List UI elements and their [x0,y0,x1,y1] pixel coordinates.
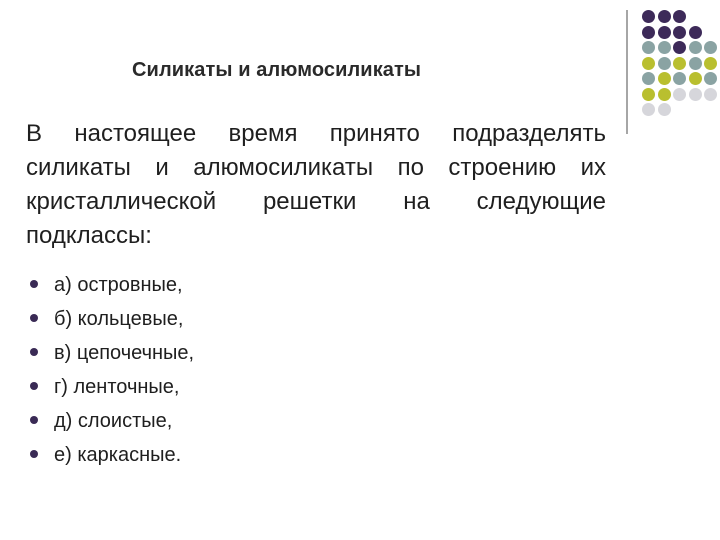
decorative-dot [704,57,717,70]
decorative-dot [689,72,702,85]
bullet-icon [30,348,38,356]
list-item [20,440,520,474]
list-item-text: в) цепочечные, [54,342,195,364]
decorative-dot [658,41,671,54]
decorative-dot [673,26,686,39]
decorative-dot [673,10,686,23]
decorative-dot [689,88,702,101]
list-item [20,338,520,372]
decorative-dot [642,10,655,23]
bullet-icon [30,382,38,390]
decorative-dot [673,57,686,70]
decorative-dot [642,103,655,116]
bullet-icon [30,314,38,322]
decorative-dot-grid [642,10,720,120]
vertical-divider [626,10,628,134]
decorative-dot [673,72,686,85]
slide-body-text: В настоящее время принято подразделять силикаты и алюмосиликаты по строению их кристаллической решетки на следующие подклассы: [26,120,606,249]
list-item [20,372,520,406]
decorative-dot [658,72,671,85]
list-item [20,406,520,440]
decorative-dot [642,72,655,85]
list-item-text: е) каркасные. [54,444,182,466]
decorative-dot [673,88,686,101]
decorative-dot [689,57,702,70]
decorative-dot [642,88,655,101]
bullet-icon [30,280,38,288]
decorative-dot [673,41,686,54]
decorative-dot [704,88,717,101]
decorative-dot [704,72,717,85]
decorative-dot [658,88,671,101]
list-item [20,304,520,338]
decorative-dot [658,10,671,23]
subclass-list [20,270,520,474]
decorative-dot [642,57,655,70]
slide-title: Силикаты и алюмосиликаты [132,59,422,81]
decorative-dot [689,41,702,54]
decorative-dot [658,26,671,39]
decorative-dot [642,26,655,39]
list-item-text: б) кольцевые, [54,308,184,330]
decorative-dot [704,41,717,54]
decorative-dot [689,26,702,39]
decorative-dot [642,41,655,54]
list-item-text: г) ленточные, [54,376,180,398]
decorative-dot [658,103,671,116]
list-item-text: а) островные, [54,274,183,296]
bullet-icon [30,416,38,424]
list-item [20,270,520,304]
bullet-icon [30,450,38,458]
list-item-text: д) слоистые, [54,410,173,432]
decorative-dot [658,57,671,70]
